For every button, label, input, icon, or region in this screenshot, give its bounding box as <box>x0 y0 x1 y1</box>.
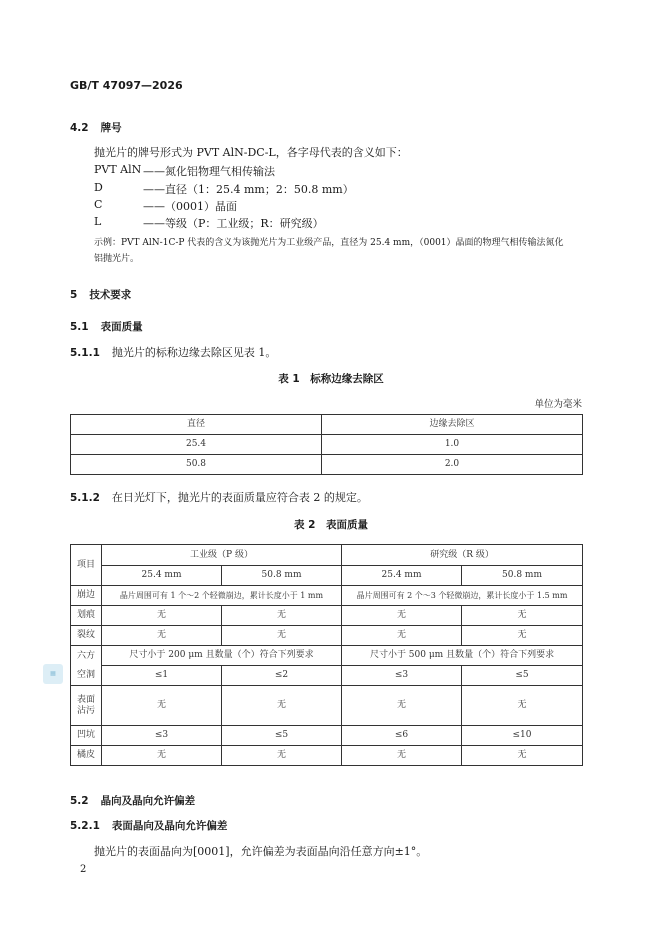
table-1-unit: 单位为毫米 <box>534 399 582 410</box>
def-value: ——（0001）晶面 <box>143 200 237 213</box>
def-key: PVT AlN <box>94 163 142 176</box>
table-2 <box>70 544 583 766</box>
table-cell: 25.4 <box>71 435 322 455</box>
table-cell: 无 <box>102 626 222 646</box>
size-header: 50.8 mm <box>222 566 342 586</box>
section-number: 5.1.1 <box>70 347 100 359</box>
example-line-1: 示例：PVT AlN-1C-P 代表的含义为该抛光片为工业级产品，直径为 25.4 mm，（0001）晶面的物理气相传输法氮化 <box>94 238 564 248</box>
table-cell: 无 <box>222 606 342 626</box>
section-number: 5.2 <box>70 795 89 807</box>
section-text: 抛光片的标称边缘去除区见表 1。 <box>111 346 277 359</box>
table-cell: 无 <box>102 746 222 766</box>
section-number: 5 <box>70 289 78 301</box>
table-cell: 无 <box>462 746 583 766</box>
table-2-caption: 表 2 表面质量 <box>294 519 368 531</box>
table-cell: ≤5 <box>222 726 342 746</box>
size-header: 25.4 mm <box>342 566 462 586</box>
row-label: 六方 <box>71 646 102 666</box>
section-text: 在日光灯下，抛光片的表面质量应符合表 2 的规定。 <box>111 491 368 504</box>
section-title: 牌号 <box>100 122 122 134</box>
table-cell: 无 <box>102 606 222 626</box>
row-label: 崩边 <box>71 586 102 606</box>
table-cell: ≤6 <box>342 726 462 746</box>
table-header: 边缘去除区 <box>322 415 583 435</box>
group-header-p: 工业级（P 级） <box>102 545 342 566</box>
size-header: 50.8 mm <box>462 566 583 586</box>
table-cell: 无 <box>342 746 462 766</box>
row-label: 橘皮 <box>71 746 102 766</box>
table-cell: ≤3 <box>342 666 462 686</box>
row-label: 凹坑 <box>71 726 102 746</box>
table-cell: 无 <box>462 626 583 646</box>
row-label-line: 沾污 <box>76 705 95 716</box>
section-title: 表面晶向及晶向允许偏差 <box>111 820 228 832</box>
table-header: 直径 <box>71 415 322 435</box>
section-5-2-heading <box>70 793 195 808</box>
section-5-2-1-heading <box>70 818 227 833</box>
table-cell: 晶片周围可有 1 个～2 个轻微崩边，累计长度小于 1 mm <box>102 586 342 606</box>
def-value: ——直径（1：25.4 mm；2：50.8 mm） <box>143 183 354 196</box>
def-value: ——氮化铝物理气相传输法 <box>143 165 275 178</box>
table-cell: 无 <box>342 606 462 626</box>
table-cell: ≤1 <box>102 666 222 686</box>
table-cell: 无 <box>342 626 462 646</box>
table-cell: 无 <box>342 686 462 726</box>
table-cell: 晶片周围可有 2 个～3 个轻微崩边，累计长度小于 1.5 mm <box>342 586 583 606</box>
item-header: 项目 <box>71 545 102 586</box>
row-label: 划痕 <box>71 606 102 626</box>
designation-intro: 抛光片的牌号形式为 PVT AlN-DC-L，各字母代表的含义如下： <box>94 146 408 159</box>
table-cell: 无 <box>222 686 342 726</box>
row-label <box>71 686 102 726</box>
section-title: 表面质量 <box>100 321 143 333</box>
section-5-1-1 <box>70 344 276 360</box>
def-key: D <box>94 181 103 194</box>
section-title: 技术要求 <box>89 289 132 301</box>
table-1-caption: 表 1 标称边缘去除区 <box>278 373 384 385</box>
section-number: 5.2.1 <box>70 820 100 832</box>
table-cell: 尺寸小于 500 μm 且数量（个）符合下列要求 <box>342 646 583 666</box>
table-cell: 1.0 <box>322 435 583 455</box>
section-number: 5.1.2 <box>70 492 100 504</box>
section-5-1-2 <box>70 489 368 505</box>
row-label: 裂纹 <box>71 626 102 646</box>
example-line-2: 铝抛光片。 <box>94 254 140 264</box>
table-cell: 无 <box>462 606 583 626</box>
section-5-heading <box>70 287 131 302</box>
table-cell: 无 <box>222 626 342 646</box>
def-key: C <box>94 198 103 211</box>
table-cell: 尺寸小于 200 μm 且数量（个）符合下列要求 <box>102 646 342 666</box>
table-cell: 2.0 <box>322 455 583 475</box>
page-number: 2 <box>80 864 87 875</box>
def-key: L <box>94 215 102 228</box>
table-cell: ≤3 <box>102 726 222 746</box>
table-cell: 无 <box>222 746 342 766</box>
section-number: 4.2 <box>70 122 89 134</box>
table-1 <box>70 414 583 475</box>
orientation-text: 抛光片的表面晶向为[0001]，允许偏差为表面晶向沿任意方向±1°。 <box>94 845 428 858</box>
table-cell: ≤10 <box>462 726 583 746</box>
section-5-1-heading <box>70 319 143 334</box>
group-header-r: 研究级（R 级） <box>342 545 583 566</box>
standard-code: GB/T 47097—2026 <box>70 79 183 92</box>
row-label-line: 表面 <box>76 695 95 706</box>
table-cell: 50.8 <box>71 455 322 475</box>
table-cell: 无 <box>102 686 222 726</box>
def-value: ——等级（P：工业级；R：研究级） <box>143 217 324 230</box>
table-cell: ≤5 <box>462 666 583 686</box>
size-header: 25.4 mm <box>102 566 222 586</box>
table-cell: ≤2 <box>222 666 342 686</box>
watermark-stamp-icon: ▦ <box>43 664 63 684</box>
table-cell: 无 <box>462 686 583 726</box>
section-4-2-heading <box>70 120 122 135</box>
section-title: 晶向及晶向允许偏差 <box>100 795 196 807</box>
section-number: 5.1 <box>70 321 89 333</box>
row-label: 空洞 <box>71 666 102 686</box>
